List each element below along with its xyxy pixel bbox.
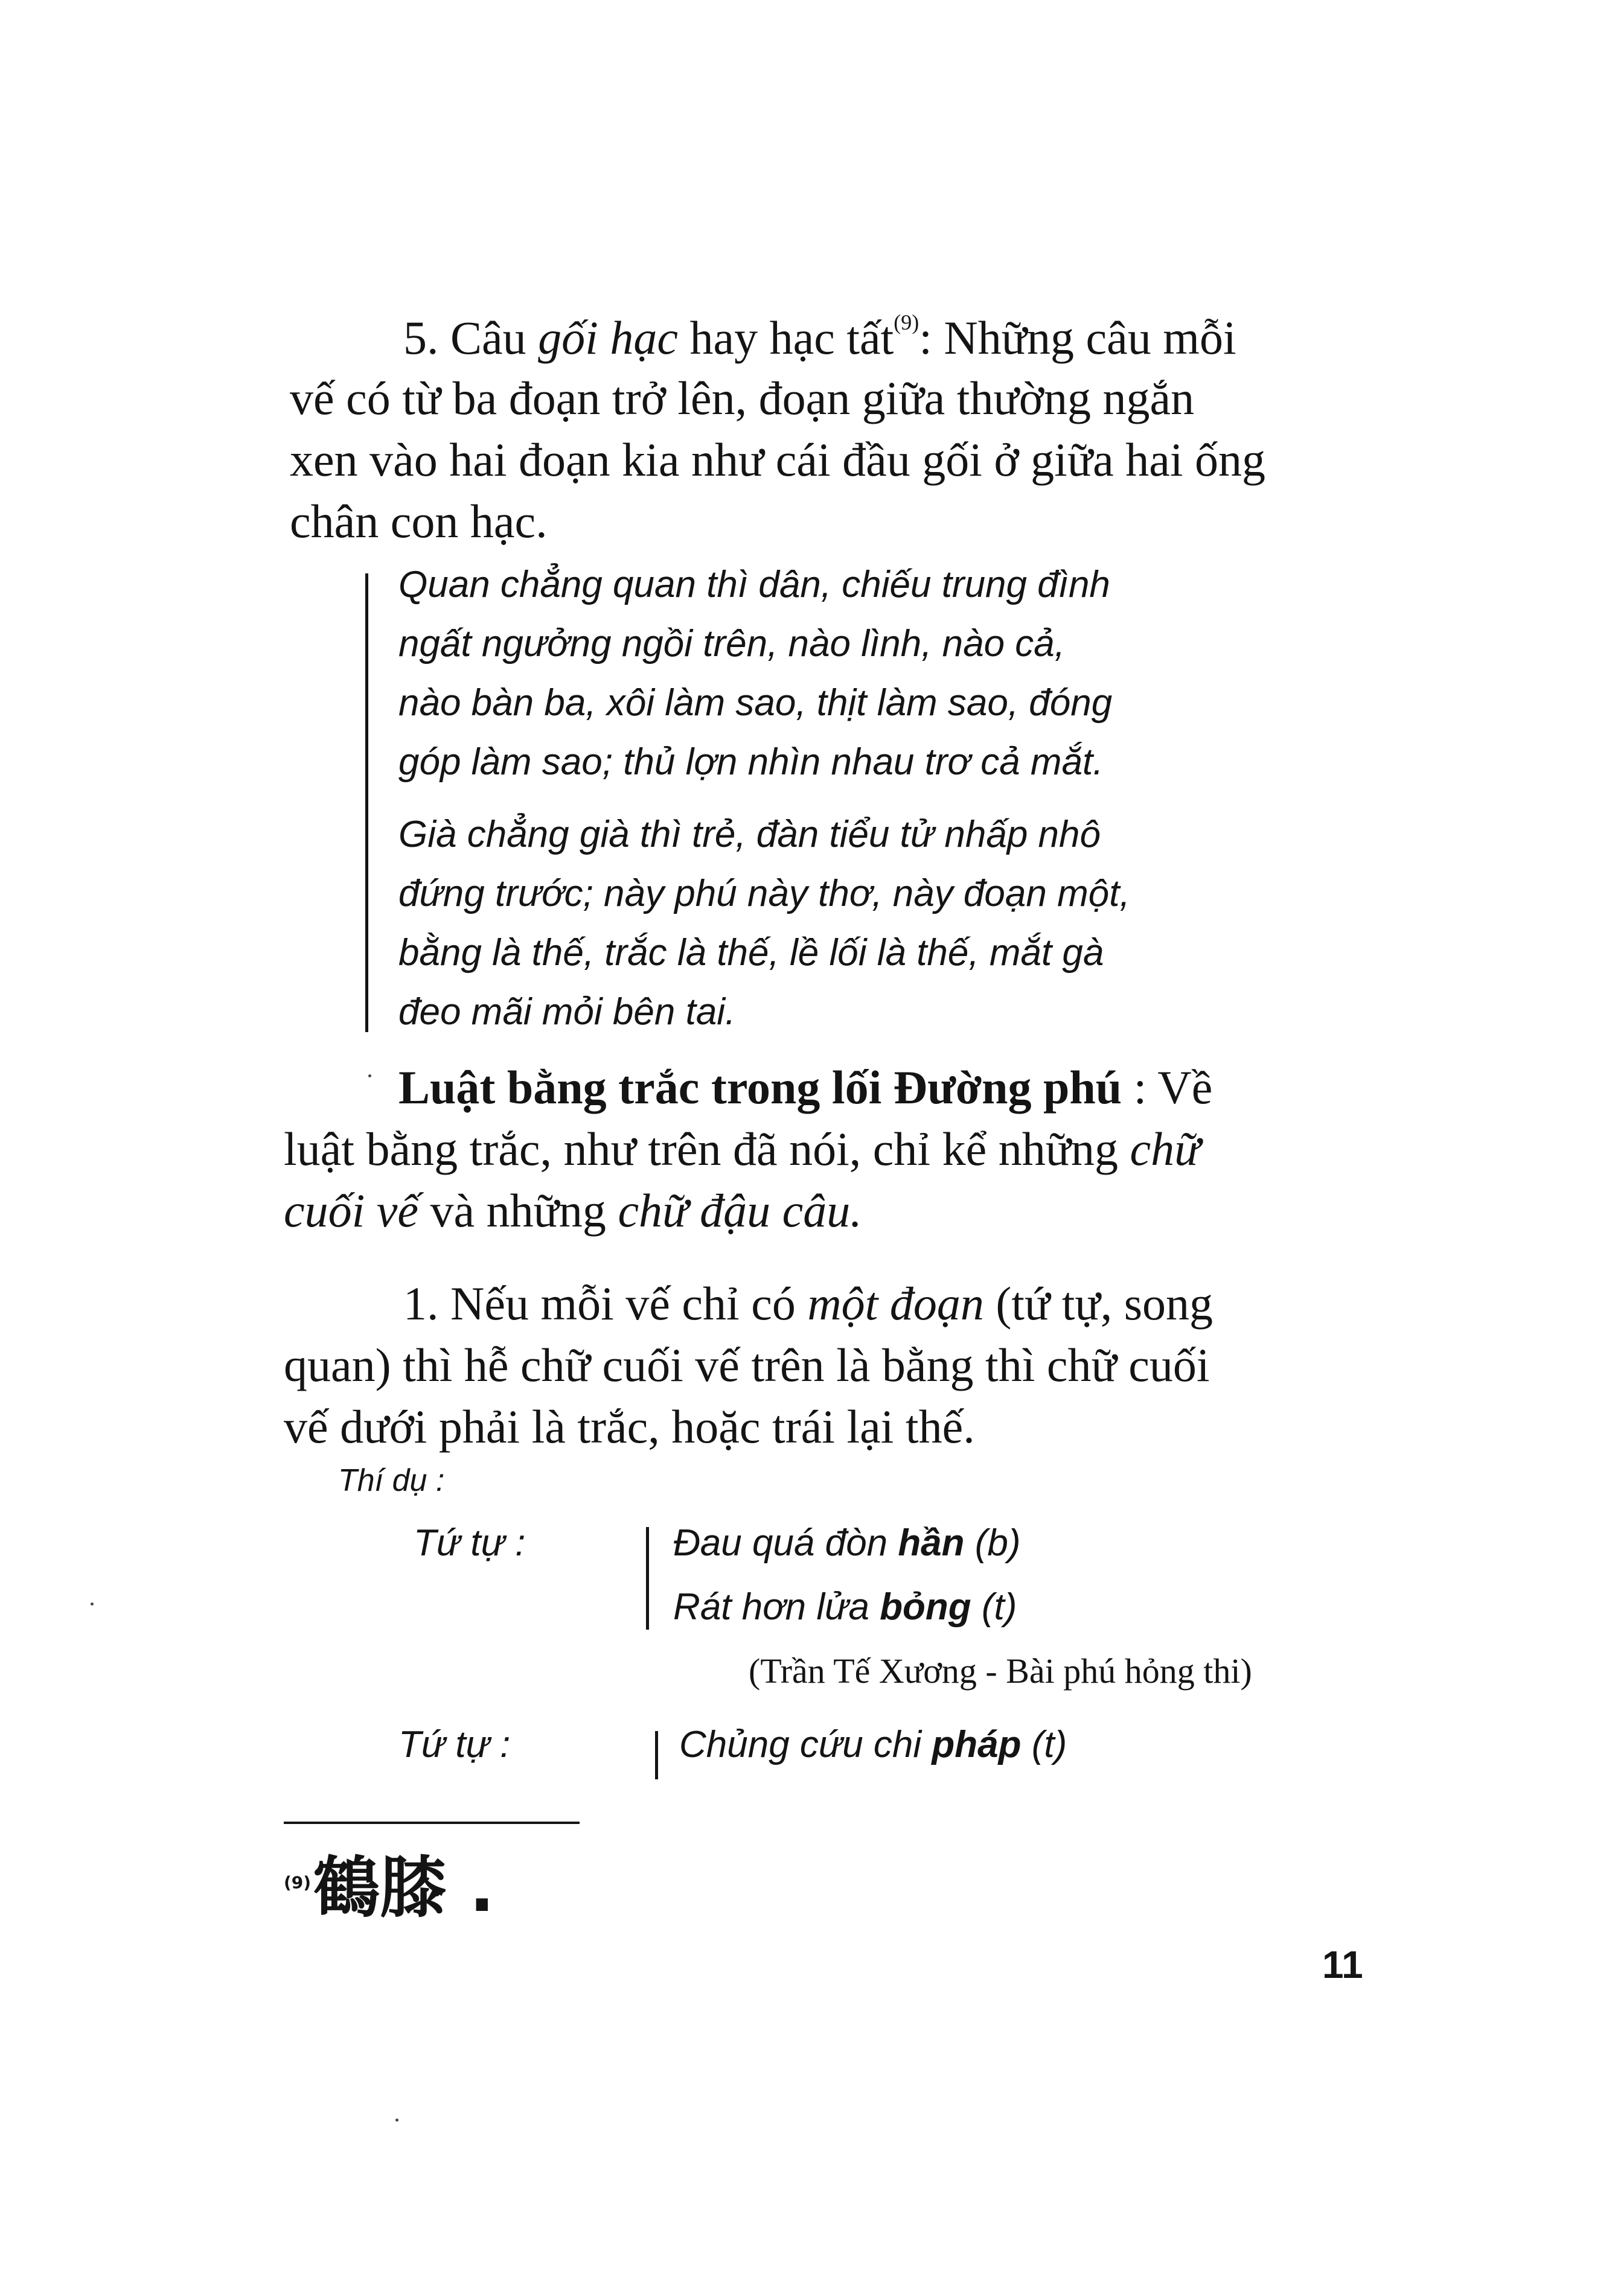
point-1-line-3: vế dưới phải là trắc, hoặc trái lại thế. — [284, 1400, 975, 1453]
section-5-line-3: xen vào hai đoạn kia như cái đầu gối ở giữa hai ống — [290, 433, 1266, 486]
text-run: 1. Nếu mỗi vế chỉ có — [403, 1277, 808, 1330]
quote-line-6: đứng trước; này phú này thơ, này đoạn một, — [398, 873, 1130, 914]
example-brace — [365, 573, 368, 1032]
quote-line-7: bằng là thế, trắc là thế, lề lối là thế, mắt gà — [398, 932, 1104, 974]
section-5-line-1 — [403, 308, 1236, 368]
example-group-2-label: Tứ tự : — [398, 1724, 511, 1765]
text-run: (t) — [1021, 1724, 1067, 1765]
text-run: 5. Câu — [403, 311, 539, 364]
term-chu: chữ — [1130, 1123, 1200, 1175]
point-1-line-1 — [403, 1274, 1213, 1334]
rules-line-1 — [398, 1057, 1212, 1118]
example-group-1-line-2 — [673, 1578, 1017, 1637]
example-group-1-label: Tứ tự : — [414, 1522, 526, 1564]
term-cuoi-ve: cuối vế — [284, 1184, 419, 1237]
text-run: Chủng cứu chi — [679, 1724, 932, 1765]
text-run: (b) — [964, 1522, 1021, 1564]
quote-line-8: đeo mãi mỏi bên tai. — [398, 991, 736, 1033]
text-run: Rát hơn lửa — [673, 1586, 880, 1628]
bold-word: hần — [898, 1522, 965, 1564]
text-run: Đau quá đòn — [673, 1522, 898, 1564]
footnote — [284, 1835, 494, 1930]
scan-speck — [368, 1074, 371, 1077]
example-group-1-brace — [646, 1527, 649, 1630]
text-run: và những — [418, 1184, 618, 1237]
quote-line-2: ngất ngưởng ngồi trên, nào lình, nào cả, — [398, 623, 1066, 665]
term-mot-doan: một đoạn — [807, 1277, 984, 1330]
example-group-2-line-1 — [679, 1715, 1067, 1775]
rules-heading: Luật bằng trắc trong lối Đường phú — [398, 1061, 1122, 1114]
text-run: : Những câu mỗi — [919, 311, 1236, 364]
text-run: (tứ tự, song — [983, 1277, 1214, 1330]
scan-speck — [91, 1602, 94, 1606]
text-run: hay hạc tất — [677, 311, 894, 364]
quote-line-4: góp làm sao; thủ lợn nhìn nhau trơ cả mắt. — [398, 741, 1104, 783]
example-group-2-brace — [655, 1731, 658, 1779]
scan-speck — [395, 2119, 398, 2122]
text-run: (t) — [971, 1586, 1017, 1628]
rules-line-3 — [284, 1181, 862, 1241]
bold-word: bỏng — [880, 1586, 971, 1628]
bold-word: pháp — [932, 1724, 1022, 1765]
text-run: luật bằng trắc, như trên đã nói, chỉ kể những — [284, 1123, 1130, 1175]
example-source: (Trần Tế Xương - Bài phú hỏng thi) — [749, 1651, 1252, 1691]
section-5-line-2: vế có từ ba đoạn trở lên, đoạn giữa thường ngắn — [290, 372, 1195, 424]
quote-line-3: nào bàn ba, xôi làm sao, thịt làm sao, đóng — [398, 682, 1113, 724]
page-number: 11 — [1322, 1943, 1363, 1986]
thi-du-label: Thí dụ : — [338, 1463, 445, 1498]
text-run: : Về — [1122, 1061, 1213, 1114]
quote-line-5: Già chẳng già thì trẻ, đàn tiểu tử nhấp nhô — [398, 814, 1101, 855]
point-1-line-2: quan) thì hễ chữ cuối vế trên là bằng thì chữ cuối — [284, 1339, 1210, 1391]
example-group-1-line-1 — [673, 1514, 1021, 1573]
footnote-marker: (9) — [284, 1872, 312, 1893]
term-chu-dau-cau: chữ đậu câu. — [618, 1184, 862, 1237]
term-goi-hac: gối hạc — [538, 311, 678, 364]
footnote-text: 鶴膝 . — [313, 1849, 495, 1927]
section-5-line-4: chân con hạc. — [290, 495, 548, 547]
footnote-ref: (9) — [894, 310, 919, 334]
quote-line-1: Quan chẳng quan thì dân, chiếu trung đình — [398, 564, 1110, 605]
footnote-rule — [284, 1822, 580, 1824]
rules-line-2 — [284, 1119, 1200, 1179]
